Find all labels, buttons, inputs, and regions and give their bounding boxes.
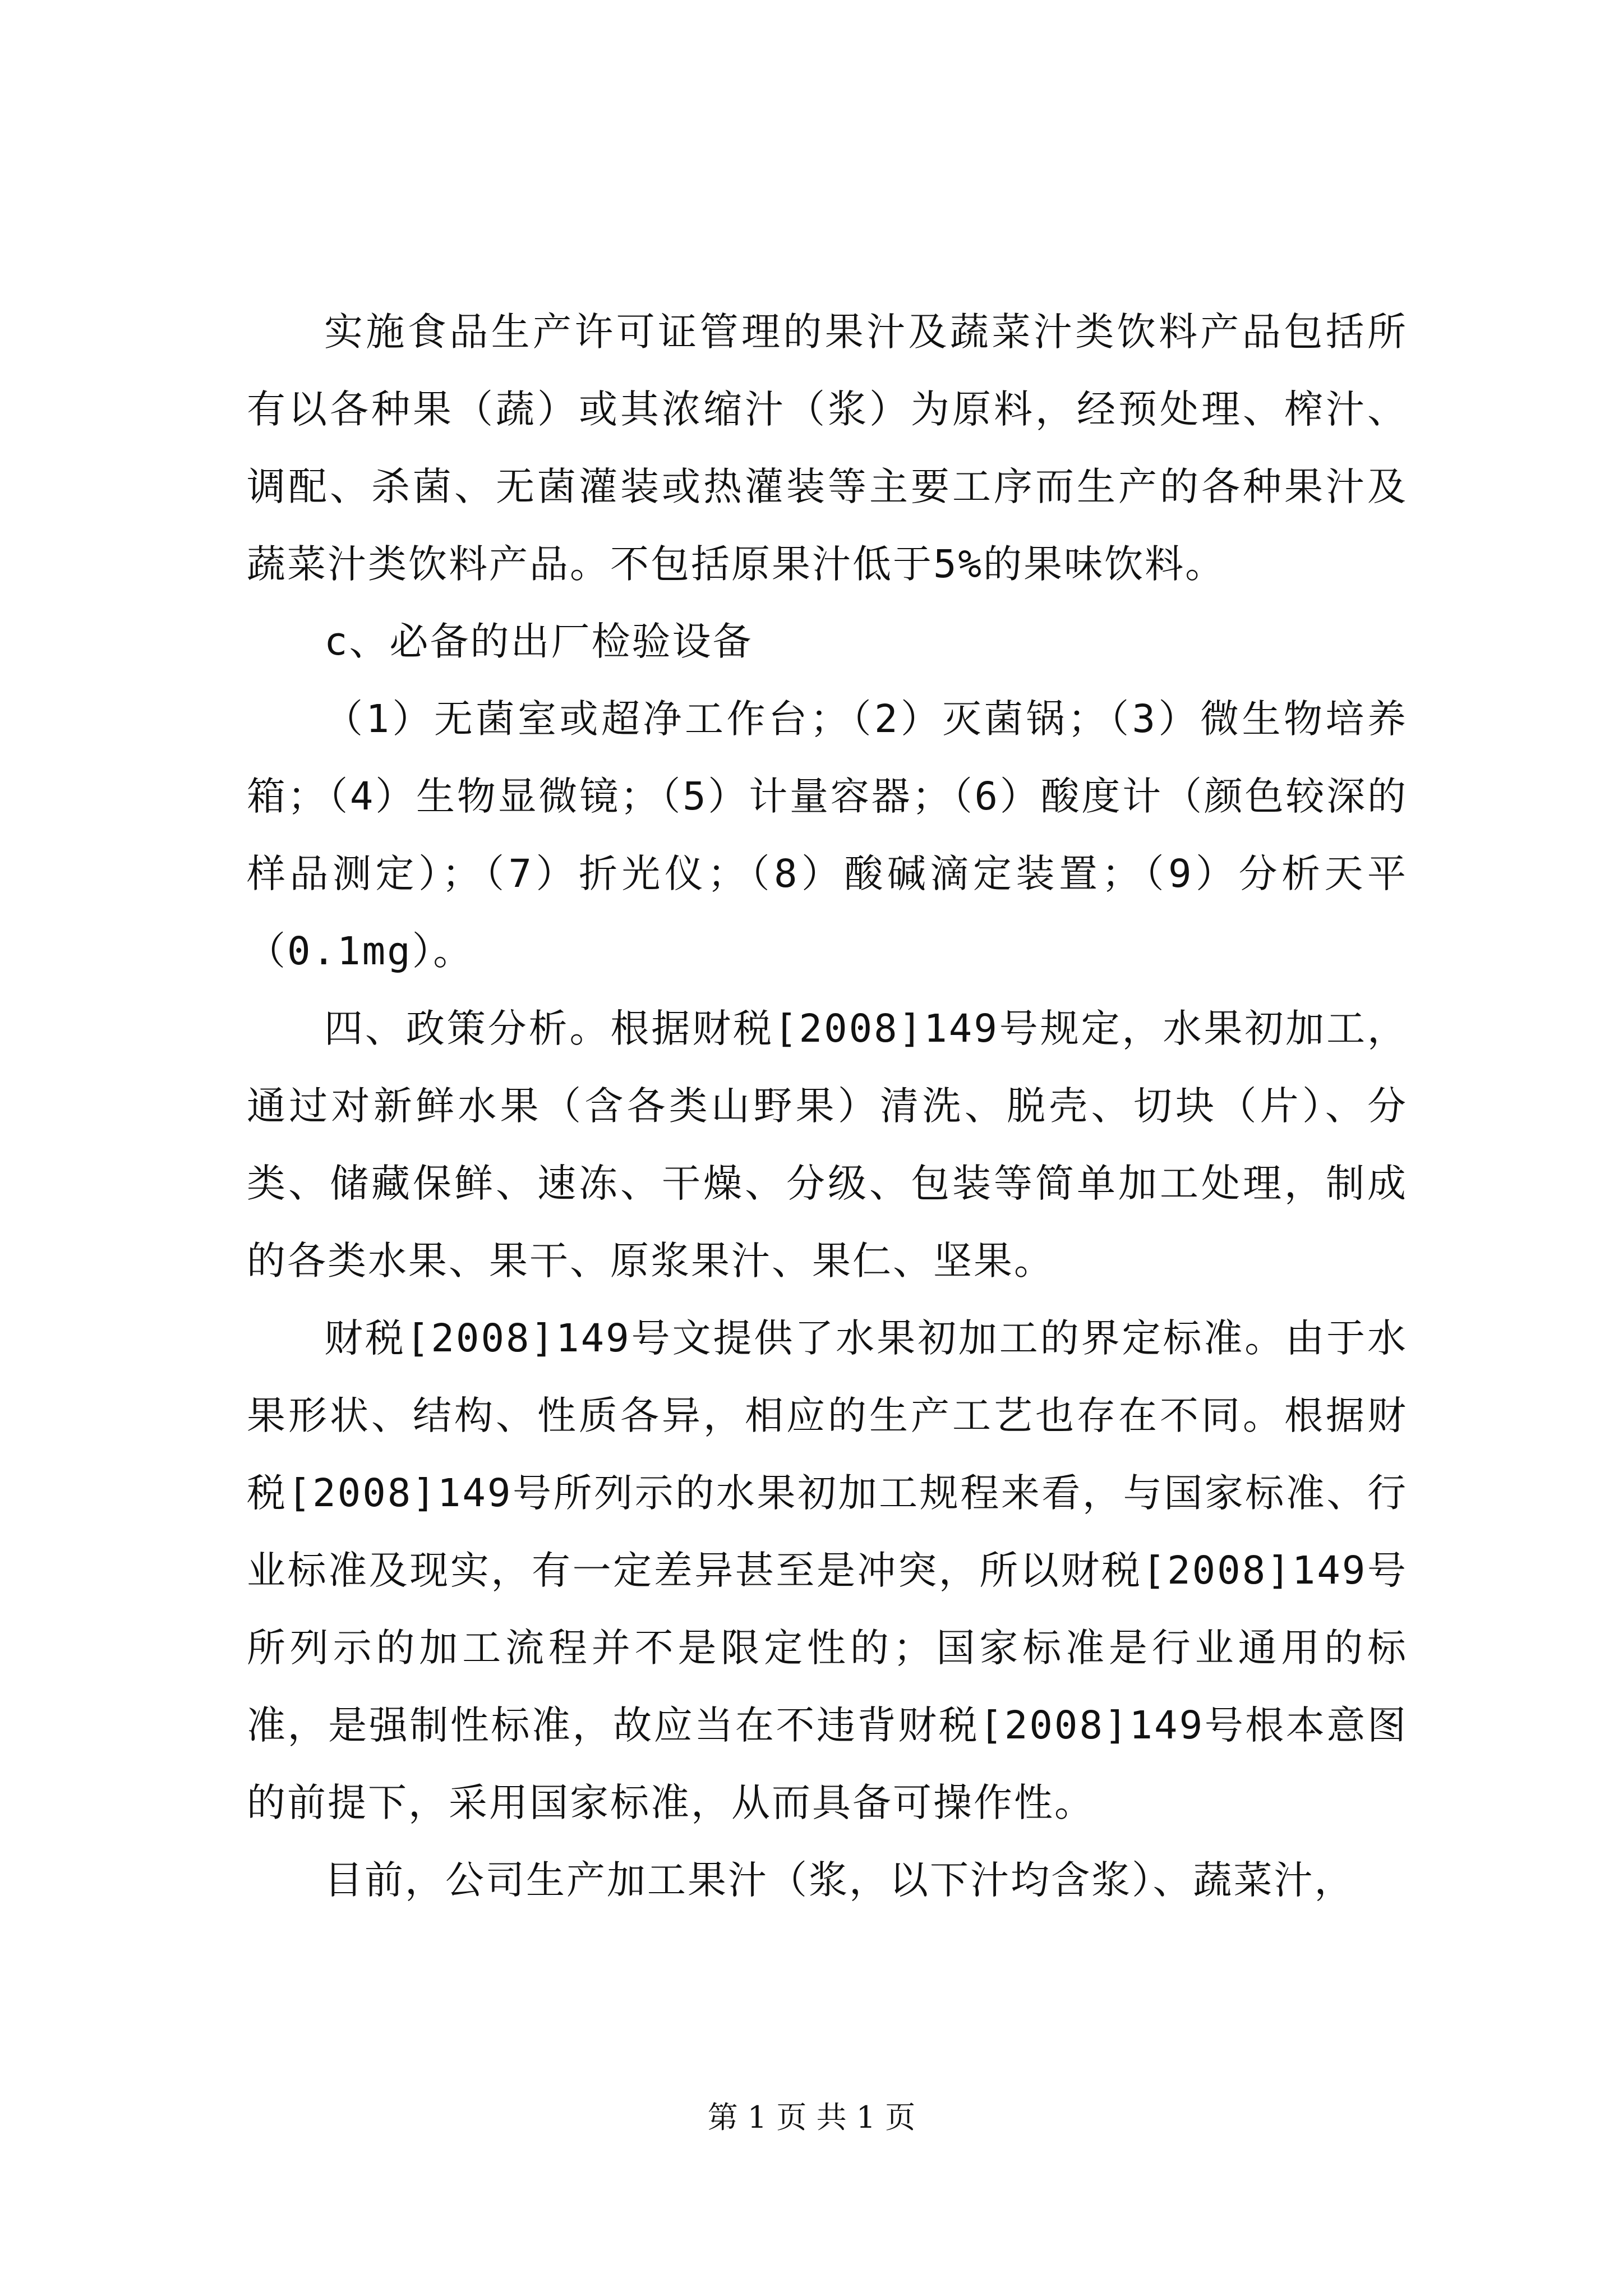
paragraph-inspection-heading: c、必备的出厂检验设备 (324, 619, 753, 664)
paragraph-standard-definition: 财税[2008]149号文提供了水果初加工的界定标准。由于水果形状、结构、性质各异，相应的生产工艺也存在不同。根据财税[2008]149号所列示的水果初加工规程来看，与国家标准、行业标准及现实，有一定差异甚至是冲突，所以财税[2008]149号所列示的加工流程并不是限定性的；国家标准是行业通用的标准，是强制性标准，故应当在不违背财税[2008]149号根本意图的前提下，采用国家标准，从而具备可操作性。 (247, 1316, 1408, 1825)
paragraph-juice-scope: 实施食品生产许可证管理的果汁及蔬菜汁类饮料产品包括所有以各种果（蔬）或其浓缩汁（浆）为原料，经预处理、榨汁、调配、杀菌、无菌灌装或热灌装等主要工序而生产的各种果汁及蔬菜汁类饮料产品。不包括原果汁低于5%的果味饮料。 (247, 310, 1408, 587)
paragraph-policy-analysis: 四、政策分析。根据财税[2008]149号规定，水果初加工，通过对新鲜水果（含各类山野果）清洗、脱壳、切块（片）、分类、储藏保鲜、速冻、干燥、分级、包装等简单加工处理，制成的各类水果、果干、原浆果汁、果仁、坚果。 (247, 1006, 1408, 1283)
paragraph-current-production: 目前，公司生产加工果汁（浆，以下汁均含浆）、蔬菜汁， (324, 1858, 1355, 1903)
paragraph-equipment-list: （1）无菌室或超净工作台；（2）灭菌锅；（3）微生物培养箱；（4）生物显微镜；（5）计量容器；（6）酸度计（颜色较深的样品测定）；（7）折光仪；（8）酸碱滴定装置；（9）分析天平（0.1mg）。 (247, 697, 1408, 974)
document-body (247, 293, 1408, 1919)
page-number-footer: 第 1 页 共 1 页 (707, 2100, 916, 2135)
